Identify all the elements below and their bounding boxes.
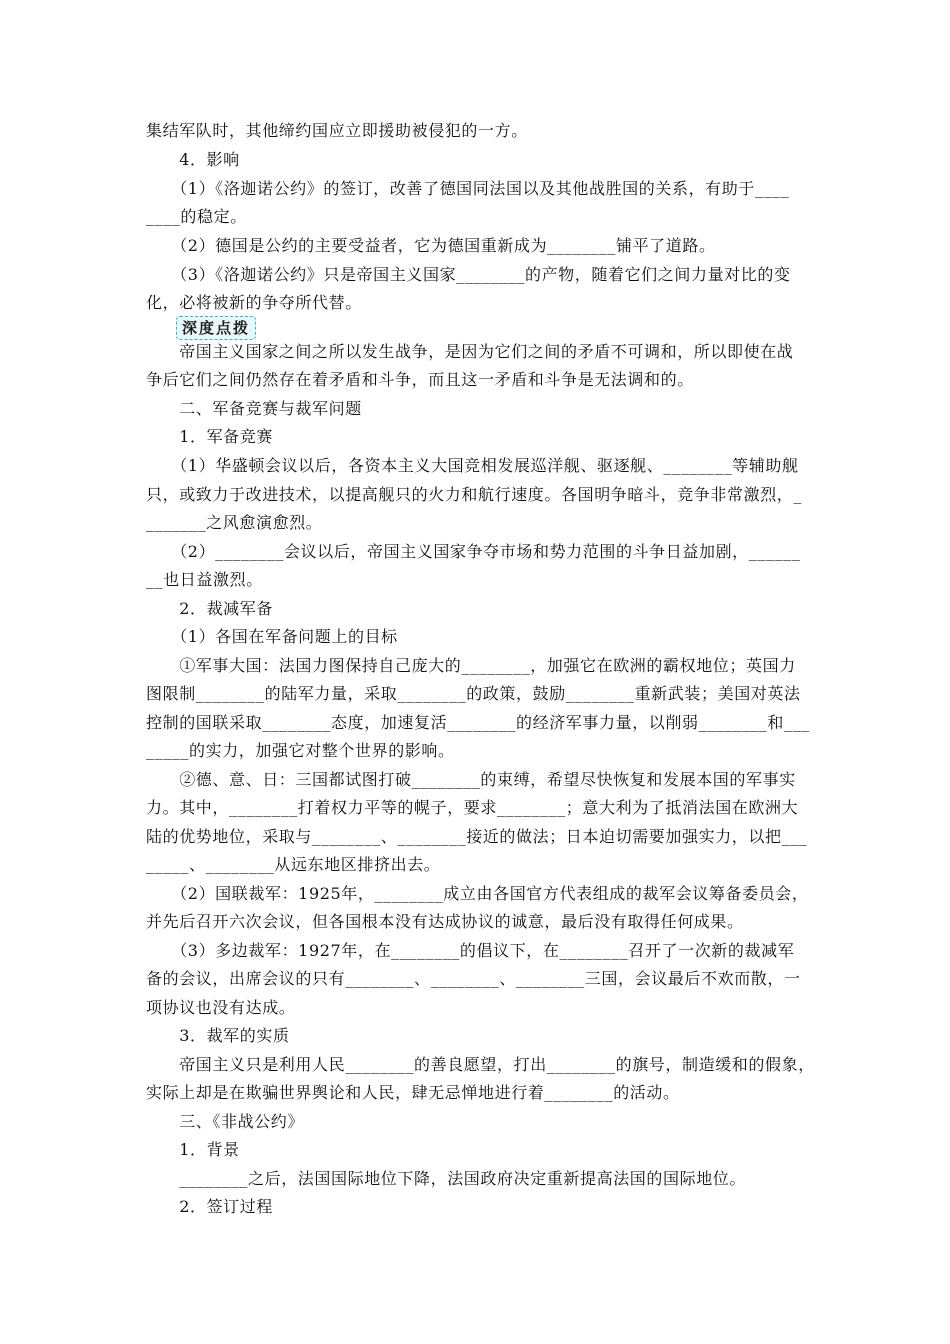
section-heading: 1．军备竞赛 bbox=[146, 427, 273, 446]
text-line: 陆的优势地位，采取与________、________接近的做法；日本迫切需要加强实力，以把___ bbox=[146, 827, 808, 846]
text-line: 只，或致力于改进技术，以提高舰只的火力和航行速度。各国明争暗斗，竞争非常激烈，_ bbox=[146, 485, 803, 504]
text-line: 帝国主义只是利用人民________的善良愿望，打出________的旗号，制造缓和的假象， bbox=[146, 1055, 815, 1074]
section-heading: 2．裁减军备 bbox=[146, 599, 273, 618]
text-line: ____的稳定。 bbox=[146, 207, 247, 226]
text-line: 帝国主义国家之间之所以发生战争，是因为它们之间的矛盾不可调和，所以即使在战 bbox=[146, 342, 794, 361]
text-line: _______之风愈演愈烈。 bbox=[146, 513, 323, 532]
section-heading: 3．裁军的实质 bbox=[146, 1026, 290, 1045]
text-line: 并先后召开六次会议，但各国根本没有达成协议的诚意，最后没有取得任何成果。 bbox=[146, 912, 744, 931]
text-line: （1）《洛迦诺公约》的签订，改善了德国同法国以及其他战胜国的关系，有助于____ bbox=[146, 179, 790, 198]
text-line: 图限制________的陆军力量，采取________的政策，鼓励________重新武装；美国对英法 bbox=[146, 684, 801, 703]
section-heading: 三、《非战公约》 bbox=[146, 1112, 305, 1131]
text-line: （2）德国是公约的主要受益者，它为德国重新成为________铺平了道路。 bbox=[146, 236, 716, 255]
text-line: 力。其中，________打着权力平等的幌子，要求________；意大利为了抵消法国在欧洲大 bbox=[146, 798, 799, 817]
text-line: （1）华盛顿会议以后，各资本主义大国竞相发展巡洋舰、驱逐舰、________等辅助舰 bbox=[146, 456, 799, 475]
text-line: _____的实力，加强它对整个世界的影响。 bbox=[146, 741, 455, 760]
text-line: 实际上却是在欺骗世界舆论和人民，肆无忌惮地进行着________的活动。 bbox=[146, 1083, 680, 1102]
section-heading: 4．影响 bbox=[146, 150, 240, 169]
text-line: 化，必将被新的争夺所代替。 bbox=[146, 293, 362, 312]
text-line: ________之后，法国国际地位下降，法国政府决定重新提高法国的国际地位。 bbox=[146, 1169, 747, 1188]
text-line: _____、________从远东地区排挤出去。 bbox=[146, 855, 441, 874]
text-line: __也日益激烈。 bbox=[146, 570, 263, 589]
text-line: （2）国联裁军：1925年，________成立由各国官方代表组成的裁军会议筹备委员会， bbox=[146, 884, 809, 903]
text-line: 项协议也没有达成。 bbox=[146, 998, 296, 1017]
section-heading: 2．签订过程 bbox=[146, 1197, 273, 1216]
insight-badge: 深度点拨 bbox=[176, 316, 256, 340]
text-line: ②德、意、日：三国都试图打破________的束缚，希望尽快恢复和发展本国的军事实 bbox=[146, 770, 796, 789]
text-line: ①军事大国：法国力图保持自己庞大的________，加强它在欧洲的霸权地位；英国力 bbox=[146, 656, 796, 675]
text-line: （1）各国在军备问题上的目标 bbox=[146, 627, 398, 646]
section-heading: 二、军备竞赛与裁军问题 bbox=[146, 399, 362, 418]
text-line: （3）《洛迦诺公约》只是帝国主义国家________的产物，随着它们之间力量对比的变 bbox=[146, 265, 791, 284]
text-line: （3）多边裁军：1927年，在________的倡议下，在________召开了一次新的裁减军 bbox=[146, 941, 795, 960]
text-line: 备的会议，出席会议的只有________、________、________三国，会议最后不欢而散，一 bbox=[146, 969, 801, 988]
section-heading: 1．背景 bbox=[146, 1140, 240, 1159]
text-line: 控制的国联采取________态度，加速复活________的经济军事力量，以削弱________和___ bbox=[146, 713, 810, 732]
text-line: 争后它们之间仍然存在着矛盾和斗争，而且这一矛盾和斗争是无法调和的。 bbox=[146, 370, 694, 389]
text-line: 集结军队时，其他缔约国应立即援助被侵犯的一方。 bbox=[146, 121, 528, 140]
text-line: （2）________会议以后，帝国主义国家争夺市场和势力范围的斗争日益加剧，______ bbox=[146, 542, 801, 561]
